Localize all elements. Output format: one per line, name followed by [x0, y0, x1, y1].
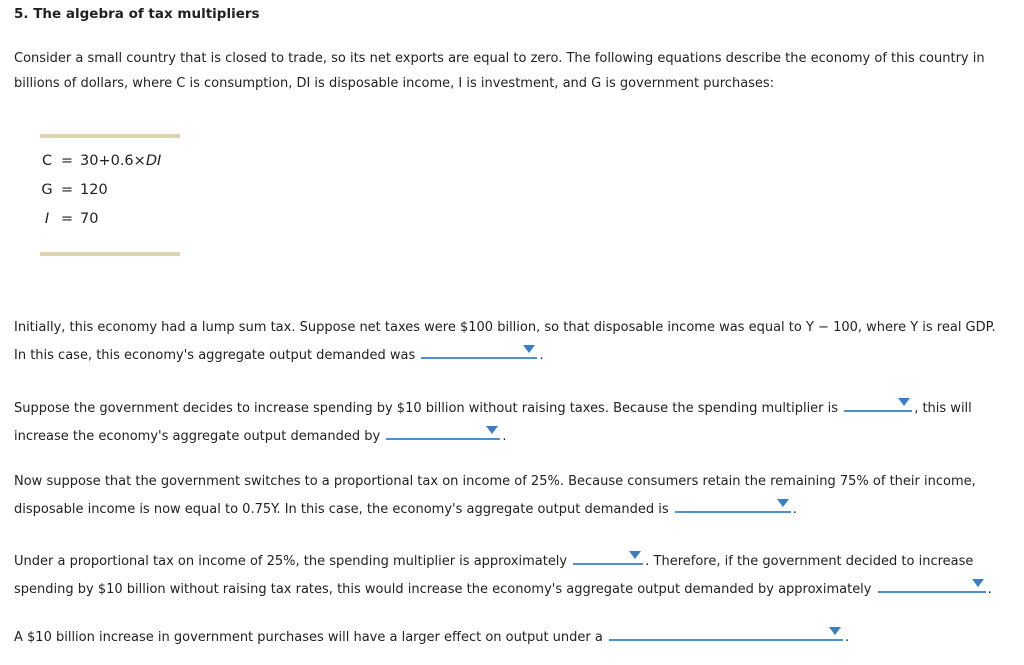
chevron-down-icon: [629, 551, 641, 559]
equation-government: [40, 179, 108, 201]
question-2: [14, 393, 1014, 449]
equation-lhs: G: [41, 182, 53, 198]
equation-rhs: 30+0.6×DI: [80, 153, 162, 169]
question-5: [14, 622, 1014, 650]
q5-line-1: A $10 billion increase in government purchases will have a larger effect on output under a .: [14, 622, 1014, 650]
q3-line-2: disposable income is now equal to 0.75Y. In this case, the economy's aggregate output demanded is .: [14, 494, 1014, 522]
question-1: [14, 315, 1014, 368]
dropdown-output-increase-proportional[interactable]: [878, 574, 986, 593]
equation-rhs: 70: [80, 211, 99, 227]
equation-equals: =: [60, 211, 74, 227]
chevron-down-icon: [523, 345, 535, 353]
intro-line-2: billions of dollars, where C is consumption, DI is disposable income, I is investment, and G is government purchases:: [14, 76, 775, 91]
question-title: 5. The algebra of tax multipliers: [14, 6, 260, 22]
q1-line-2: In this case, this economy's aggregate output demanded was .: [14, 340, 1014, 368]
dropdown-aggregate-output-proportional[interactable]: [675, 494, 791, 513]
equation-rhs: 120: [80, 182, 108, 198]
q4-line-2: spending by $10 billion without raising tax rates, this would increase the economy's aggregate output demanded by approximately .: [14, 574, 1014, 602]
intro-line-1: Consider a small country that is closed to trade, so its net exports are equal to zero. The following equations describe the economy of this country in: [14, 51, 985, 66]
q2-line-2: increase the economy's aggregate output demanded by .: [14, 421, 1014, 449]
chevron-down-icon: [898, 398, 910, 406]
q2-line-1: Suppose the government decides to increase spending by $10 billion without raising taxes. Because the spending multiplier is , this will: [14, 393, 1014, 421]
equation-investment: [40, 208, 98, 230]
dropdown-spending-multiplier-lump-sum[interactable]: [844, 393, 912, 412]
chevron-down-icon: [777, 499, 789, 507]
equation-equals: =: [60, 153, 74, 169]
chevron-down-icon: [829, 627, 841, 635]
equation-lhs: C: [41, 153, 53, 169]
equation-top-rule: [40, 134, 180, 138]
q3-line-1: Now suppose that the government switches to a proportional tax on income of 25%. Because consumers retain the remaining 75% of their income,: [14, 474, 976, 489]
equation-bottom-rule: [40, 252, 180, 256]
q4-line-1: Under a proportional tax on income of 25%, the spending multiplier is approximately . Therefore, if the government decided to increase: [14, 546, 1014, 574]
chevron-down-icon: [972, 579, 984, 587]
dropdown-aggregate-output-lump-sum[interactable]: [421, 340, 537, 359]
intro-paragraph: [14, 46, 1014, 96]
equation-consumption: [40, 150, 161, 172]
equation-equals: =: [60, 182, 74, 198]
dropdown-spending-multiplier-proportional[interactable]: [573, 546, 643, 565]
chevron-down-icon: [486, 426, 498, 434]
equation-lhs: I: [44, 211, 50, 227]
dropdown-larger-effect-tax-type[interactable]: [609, 622, 843, 641]
dropdown-output-increase-lump-sum[interactable]: [386, 421, 500, 440]
question-3: [14, 469, 1014, 522]
question-4: [14, 546, 1014, 602]
q1-line-1: Initially, this economy had a lump sum tax. Suppose net taxes were $100 billion, so that disposable income was equal to Y − 100, where Y is real GDP.: [14, 320, 996, 335]
